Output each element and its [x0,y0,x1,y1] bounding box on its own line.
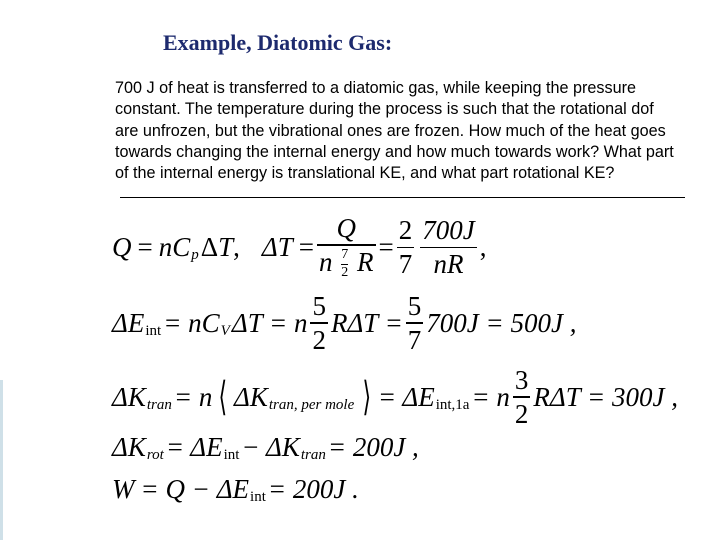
eq3-tran-subscript: tran [146,396,172,413]
eq1-equals-2: = [298,231,315,262]
eq1-frac1-denominator [317,248,376,281]
eq1-comma: , [233,231,240,262]
problem-statement: 700 J of heat is transferred to a diatomic gas, while keeping the pressure constant. The temperature during the process is such that the rotational dof are unfrozen, but the vibrational ones are frozen. How much of the heat goes towards changing the internal energy and how much towards work? What part of the internal energy is translational KE, and what part rotational KE? [115,79,674,183]
eq5-int-subscript: int [250,489,266,505]
eq1-delta-T: ΔT [261,231,293,262]
eq4-delta-K: ΔK [112,432,146,462]
eq1-frac2-bar [397,247,415,249]
eq3-delta-K: ΔK [112,381,146,412]
eq3-equals-delta-E: = ΔE [377,381,435,412]
eq1-small-num: 7 [341,247,349,263]
divider-line [120,197,685,198]
eq2-frac2-denominator: 7 [407,324,422,355]
eq3-frac-numerator: 3 [514,365,529,395]
eq3-right-angle: ⟩ [362,374,372,420]
eq1-frac1-bar [317,244,376,246]
equation-rotational-ke [112,432,419,463]
eq3-frac-bar [513,396,531,398]
eq2-delta-E: ΔE [112,307,145,338]
eq1-fraction-two-sevenths [397,216,415,278]
eq1-frac1-den-R: R [357,246,374,277]
eq3-inner-delta-K: ΔK [233,381,268,412]
eq2-fraction-five-halves [310,292,328,354]
eq3-frac-denominator: 2 [514,398,529,429]
eq1-C: C [172,231,191,262]
eq1-trailing-comma: , [479,231,487,262]
equation-heat-and-temperature [112,214,486,281]
eq1-Q: Q [112,231,132,262]
eq3-equals-n: = n [173,381,213,412]
eq3-equals-n-2: = n [471,381,510,412]
eq2-rhs-result: 700J = 500J , [426,307,577,338]
eq4-minus-delta-K: − ΔK [241,432,300,462]
eq2-frac2-bar [406,322,424,324]
eq3-rhs-result: RΔT = 300J , [533,381,678,412]
eq3-int-1a-subscript: int,1a [435,396,470,413]
eq3-tran-per-mole-subscript: tran, per mole [268,396,355,413]
eq5-equals-Q-minus-delta-E: = Q − ΔE [140,474,250,504]
eq1-T: T [218,231,234,262]
eq1-equals-3: = [378,231,394,262]
eq1-frac2-numerator: 2 [398,215,413,246]
eq4-tran-subscript: tran [300,447,326,463]
eq2-int-subscript: int [145,322,162,339]
eq2-rhs-nC: = nC [163,307,220,338]
eq2-frac1-bar [310,322,328,324]
eq5-rhs-result: = 200J . [267,474,359,504]
eq5-W: W [112,474,135,504]
eq1-n: n [158,231,173,262]
eq1-frac2-denominator: 7 [398,249,413,280]
slide-left-accent [0,380,3,540]
eq2-V-subscript: V [220,322,230,339]
equation-translational-ke [112,366,678,428]
eq1-small-den: 2 [341,265,349,281]
eq3-left-angle: ⟨ [218,374,228,420]
eq3-fraction-three-halves [513,366,531,428]
eq4-rot-subscript: rot [146,447,164,463]
equation-internal-energy [112,292,576,354]
eq1-frac1-seven-halves [341,248,348,280]
eq1-frac1-den-n: n [319,246,333,277]
eq2-frac1-denominator: 2 [312,324,326,355]
eq2-fraction-five-sevenths [406,292,424,354]
eq2-frac1-numerator: 5 [312,291,326,321]
equation-work [112,474,359,505]
eq4-int-subscript: int [223,447,240,463]
eq2-frac2-numerator: 5 [407,291,422,321]
eq1-frac3-bar [420,247,476,249]
eq1-fraction-700J-over-nR [420,216,476,278]
eq1-fraction-Q-over-n-7-2-R [317,214,376,281]
eq1-equals: = [137,231,153,262]
eq1-p-subscript: p [191,246,199,263]
eq4-rhs-result: = 200J , [327,432,419,462]
eq4-equals-delta-E: = ΔE [165,432,223,462]
eq2-rhs-deltaT-n: ΔT = n [231,307,308,338]
slide-title: Example, Diatomic Gas: [163,30,393,55]
eq2-rhs-RdeltaT: RΔT = [330,307,403,338]
eq1-frac3-denominator: nR [433,249,464,280]
eq1-frac3-numerator: 700J [422,215,475,246]
eq1-frac1-numerator: Q [336,213,357,243]
eq1-delta: Δ [200,231,219,262]
